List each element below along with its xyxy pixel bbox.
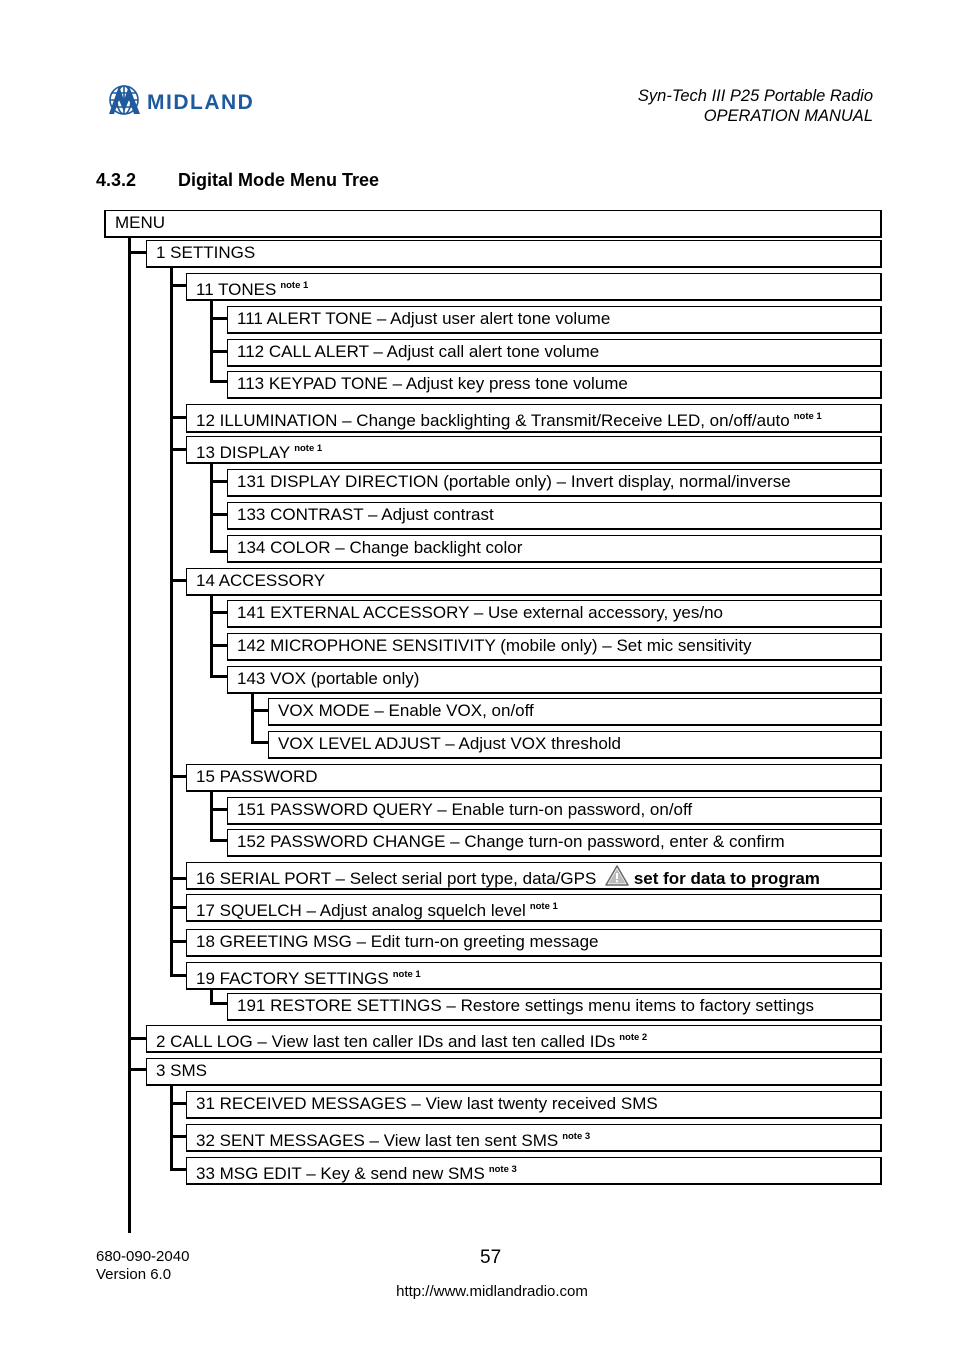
menu-item-3-sms [146, 1058, 882, 1086]
menu-item-label: 152 PASSWORD CHANGE – Change turn-on password, enter & confirm [237, 832, 785, 851]
menu-item-label: 1 SETTINGS [156, 243, 256, 262]
note-ref: note 3 [488, 1164, 517, 1175]
menu-item-label: 11 TONES [196, 280, 277, 299]
menu-item-134-color [227, 535, 882, 563]
menu-item-14-accessory [186, 568, 882, 596]
brand-text: MIDLAND [147, 91, 255, 114]
menu-item-16-serial-port [186, 862, 882, 890]
menu-item-142-mic-sensitivity [227, 633, 882, 661]
menu-item-19-factory-settings [186, 962, 882, 990]
menu-item-label: 143 VOX (portable only) [237, 669, 420, 688]
note-ref: note 1 [793, 411, 822, 422]
section-title: Digital Mode Menu Tree [178, 170, 380, 190]
menu-item-label: 16 SERIAL PORT – Select serial port type, data/GPS [196, 869, 597, 888]
menu-item-31-received [186, 1091, 882, 1119]
note-ref: note 2 [619, 1032, 648, 1043]
menu-item-141-external-accessory [227, 600, 882, 628]
midland-logo [107, 80, 302, 120]
page-number: 57 [480, 1247, 502, 1268]
menu-item-13-display [186, 436, 882, 464]
menu-item-label: 2 CALL LOG – View last ten caller IDs and last ten called IDs [156, 1032, 616, 1051]
doc-version: Version 6.0 [96, 1266, 172, 1283]
menu-item-152-password-change [227, 829, 882, 857]
note-ref: note 3 [562, 1131, 591, 1142]
menu-item-12-illumination [186, 404, 882, 433]
menu-item-143-vox [227, 666, 882, 694]
menu-item-label: 141 EXTERNAL ACCESSORY – Use external accessory, yes/no [237, 603, 723, 622]
section-number: 4.3.2 [96, 170, 137, 190]
menu-item-15-password [186, 764, 882, 792]
menu-item-131-display-direction [227, 469, 882, 497]
menu-item-18-greeting [186, 929, 882, 957]
header-line2: OPERATION MANUAL [703, 107, 873, 125]
menu-item-vox-mode [268, 698, 882, 726]
menu-item-label: 12 ILLUMINATION – Change backlighting & Transmit/Receive LED, on/off/auto [196, 411, 790, 430]
menu-item-label: 31 RECEIVED MESSAGES – View last twenty received SMS [196, 1094, 658, 1113]
menu-item-label: 19 FACTORY SETTINGS [196, 969, 389, 988]
note-ref: note 1 [294, 443, 323, 454]
menu-root [104, 210, 882, 238]
menu-item-label: 111 ALERT TONE – Adjust user alert tone volume [237, 309, 611, 328]
menu-item-33-msg-edit [186, 1157, 882, 1185]
doc-number: 680-090-2040 [96, 1248, 190, 1265]
footer-url[interactable]: http://www.midlandradio.com [396, 1283, 588, 1300]
menu-item-111-alert-tone [227, 306, 882, 334]
menu-item-112-call-alert [227, 339, 882, 367]
menu-item-label: 15 PASSWORD [196, 767, 318, 786]
menu-label: MENU [115, 213, 166, 232]
menu-item-vox-level [268, 731, 882, 759]
menu-item-label: 13 DISPLAY [196, 443, 291, 462]
menu-item-133-contrast [227, 502, 882, 530]
note-ref: note 1 [529, 901, 558, 912]
menu-item-label: 112 CALL ALERT – Adjust call alert tone volume [237, 342, 600, 361]
menu-item-label: 151 PASSWORD QUERY – Enable turn-on password, on/off [237, 800, 693, 819]
note-ref: note 1 [280, 280, 309, 291]
menu-item-label: 133 CONTRAST – Adjust contrast [237, 505, 494, 524]
menu-item-label: 113 KEYPAD TONE – Adjust key press tone volume [237, 374, 628, 393]
menu-item-label: 33 MSG EDIT – Key & send new SMS [196, 1164, 485, 1183]
menu-item-191-restore-settings [227, 993, 882, 1021]
note-ref: note 1 [392, 969, 421, 980]
menu-item-label: 131 DISPLAY DIRECTION (portable only) – Invert display, normal/inverse [237, 472, 791, 491]
menu-item-label: 14 ACCESSORY [196, 571, 326, 590]
menu-item-label: 142 MICROPHONE SENSITIVITY (mobile only) – Set mic sensitivity [237, 636, 752, 655]
menu-item-113-keypad-tone [227, 371, 882, 399]
menu-item-label: 3 SMS [156, 1061, 208, 1080]
menu-item-label: 17 SQUELCH – Adjust analog squelch level [196, 901, 526, 920]
menu-item-17-squelch [186, 894, 882, 922]
warning-icon [605, 865, 629, 886]
menu-item-label: VOX LEVEL ADJUST – Adjust VOX threshold [278, 734, 622, 753]
header-line1: Syn-Tech III P25 Portable Radio [637, 87, 873, 105]
serial-note: set for data to program [633, 869, 820, 888]
menu-item-label: 32 SENT MESSAGES – View last ten sent SMS [196, 1131, 559, 1150]
menu-item-2-call-log [146, 1025, 882, 1053]
menu-item-151-password-query [227, 797, 882, 825]
menu-item-label: 18 GREETING MSG – Edit turn-on greeting message [196, 932, 599, 951]
menu-item-label: VOX MODE – Enable VOX, on/off [278, 701, 534, 720]
menu-item-label: 191 RESTORE SETTINGS – Restore settings menu items to factory settings [237, 996, 814, 1015]
menu-item-label: 134 COLOR – Change backlight color [237, 538, 523, 557]
footer-doc-info [96, 1248, 189, 1284]
globe-logo-icon [107, 80, 302, 120]
menu-item-32-sent [186, 1124, 882, 1152]
menu-item-1-settings [146, 240, 882, 268]
menu-item-11-tones [186, 273, 882, 301]
header-text [638, 86, 873, 126]
